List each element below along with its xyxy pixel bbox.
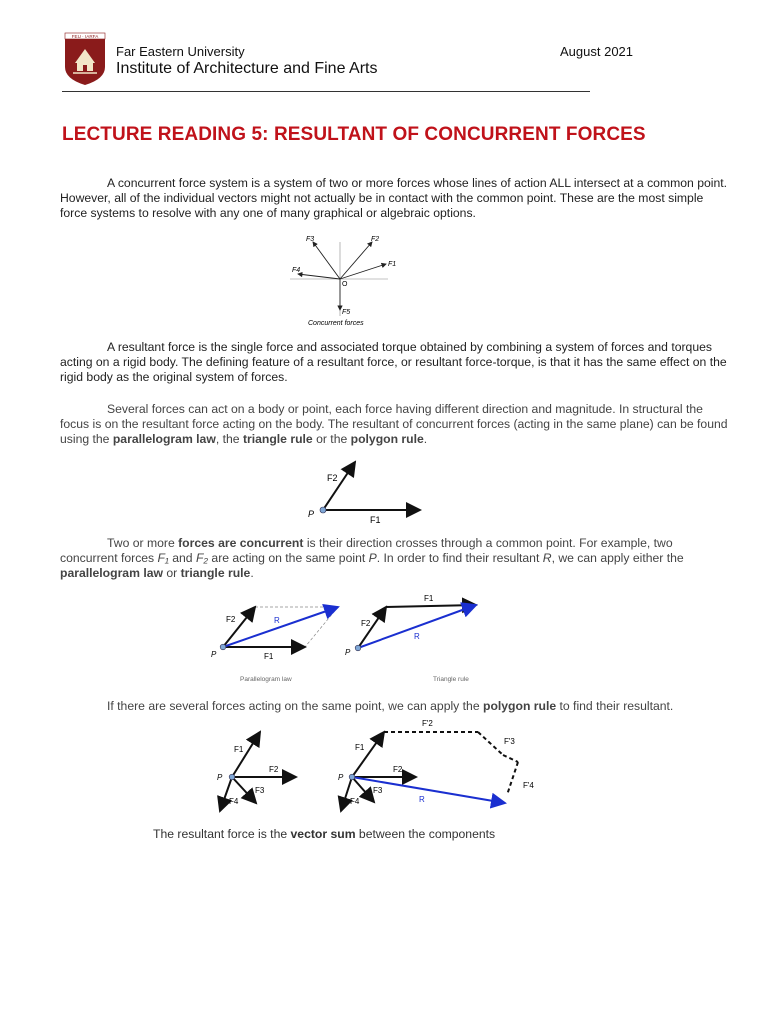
paragraph-concurrent-force-system: A concurrent force system is a system of two or more forces whose lines of action ALL intersect at a common point. However, all of the individual vectors might not actually be in contact with the common point. These are the most simple force systems to resolve with any one of many graphical or algebraic options. [60, 176, 728, 220]
label-f4: F4 [292, 267, 301, 274]
paragraph-vector-sum: The resultant force is the vector sum between the components [153, 827, 496, 841]
label-origin: O [342, 281, 348, 288]
concurrent-forces-figure [280, 228, 395, 332]
triangle-label-p: P [345, 648, 351, 657]
logo-text: FEU · IARFA [71, 34, 99, 39]
polygon-left-label-f2: F2 [269, 765, 279, 774]
paragraph-forces-concurrent: Two or more forces are concurrent is their direction crosses through a common point. For example, two concurrent forces F₁ and F₂ are acting on the same point P. In order to find their resultant R, we can apply either the parallelogram law or triangle rule. [60, 536, 684, 580]
polygon-rule-figure [200, 712, 545, 822]
polygon-left-label-f1: F1 [234, 745, 244, 754]
label-f1: F1 [370, 515, 381, 525]
document-date: August 2021 [560, 44, 634, 59]
header-divider [62, 91, 590, 92]
label-f2: F2 [327, 473, 338, 483]
polygon-right-label-f2: F2 [393, 765, 403, 774]
triangle-label-r: R [414, 632, 420, 641]
figure1-caption: Concurrent forces [308, 320, 364, 327]
parallelogram-label-r: R [274, 616, 280, 625]
caption-triangle: Triangle rule [433, 676, 469, 683]
polygon-right-label-f3: F3 [373, 786, 383, 795]
university-name: Far Eastern University [116, 44, 245, 59]
polygon-f3-prime [478, 732, 503, 755]
label-f3: F3 [306, 236, 315, 243]
polygon-label-f3-prime: F'3 [504, 737, 515, 746]
polygon-left-f1 [232, 732, 260, 777]
polygon-left-label-f3: F3 [255, 786, 265, 795]
vector-f2 [323, 462, 355, 510]
polygon-right-f1 [352, 732, 384, 777]
label-f1: F1 [388, 261, 397, 268]
parallelogram-label-f1: F1 [264, 652, 274, 661]
institute-name: Institute of Architecture and Fine Arts [116, 60, 378, 77]
paragraph-several-forces: Several forces can act on a body or point, each force having different direction and magnitude. In structural the focus is on the resultant force acting on the body. The resultant of concurrent forces (acting in the same plane) can be found using the parallelogram law, the triangle rule or the polygon rule. [60, 402, 728, 446]
paragraph-polygon-rule: If there are several forces acting on the same point, we can apply the polygon rule to find their resultant. [107, 699, 674, 713]
two-forces-figure [300, 455, 435, 530]
polygon-label-f2-prime: F'2 [422, 719, 433, 728]
feu-logo [65, 33, 105, 85]
polygon-f4-prime [507, 762, 518, 795]
triangle-label-f2: F2 [361, 619, 371, 628]
label-f2: F2 [371, 236, 380, 243]
polygon-right-label-f4: F4 [350, 797, 360, 806]
paragraph-resultant-force: A resultant force is the single force and associated torque obtained by combining a system of forces and torques acting on a rigid body. The defining feature of a resultant force, or resultant force-torque, is that it has the same effect on the rigid body as the original system of forces. [60, 340, 727, 384]
polygon-label-f4-prime: F'4 [523, 781, 534, 790]
polygon-right-label-f1: F1 [355, 743, 365, 752]
polygon-right-label-p: P [338, 773, 344, 782]
vector-f3 [313, 242, 340, 279]
page-title: LECTURE READING 5: RESULTANT OF CONCURRENT FORCES [62, 124, 646, 145]
triangle-label-f1: F1 [424, 594, 434, 603]
parallelogram-label-f2: F2 [226, 615, 236, 624]
parallelogram-triangle-figure [200, 590, 490, 690]
point-p [320, 507, 326, 513]
polygon-left-label-f4: F4 [229, 797, 239, 806]
label-p: P [308, 509, 315, 519]
vector-f4 [298, 274, 340, 279]
parallelogram-label-p: P [211, 650, 217, 659]
label-f5: F5 [342, 309, 351, 316]
polygon-left-label-p: P [217, 773, 223, 782]
triangle-vector-f1 [386, 605, 476, 607]
caption-parallelogram: Parallelogram law [240, 676, 292, 683]
polygon-label-r: R [419, 795, 425, 804]
triangle-resultant [358, 605, 476, 648]
